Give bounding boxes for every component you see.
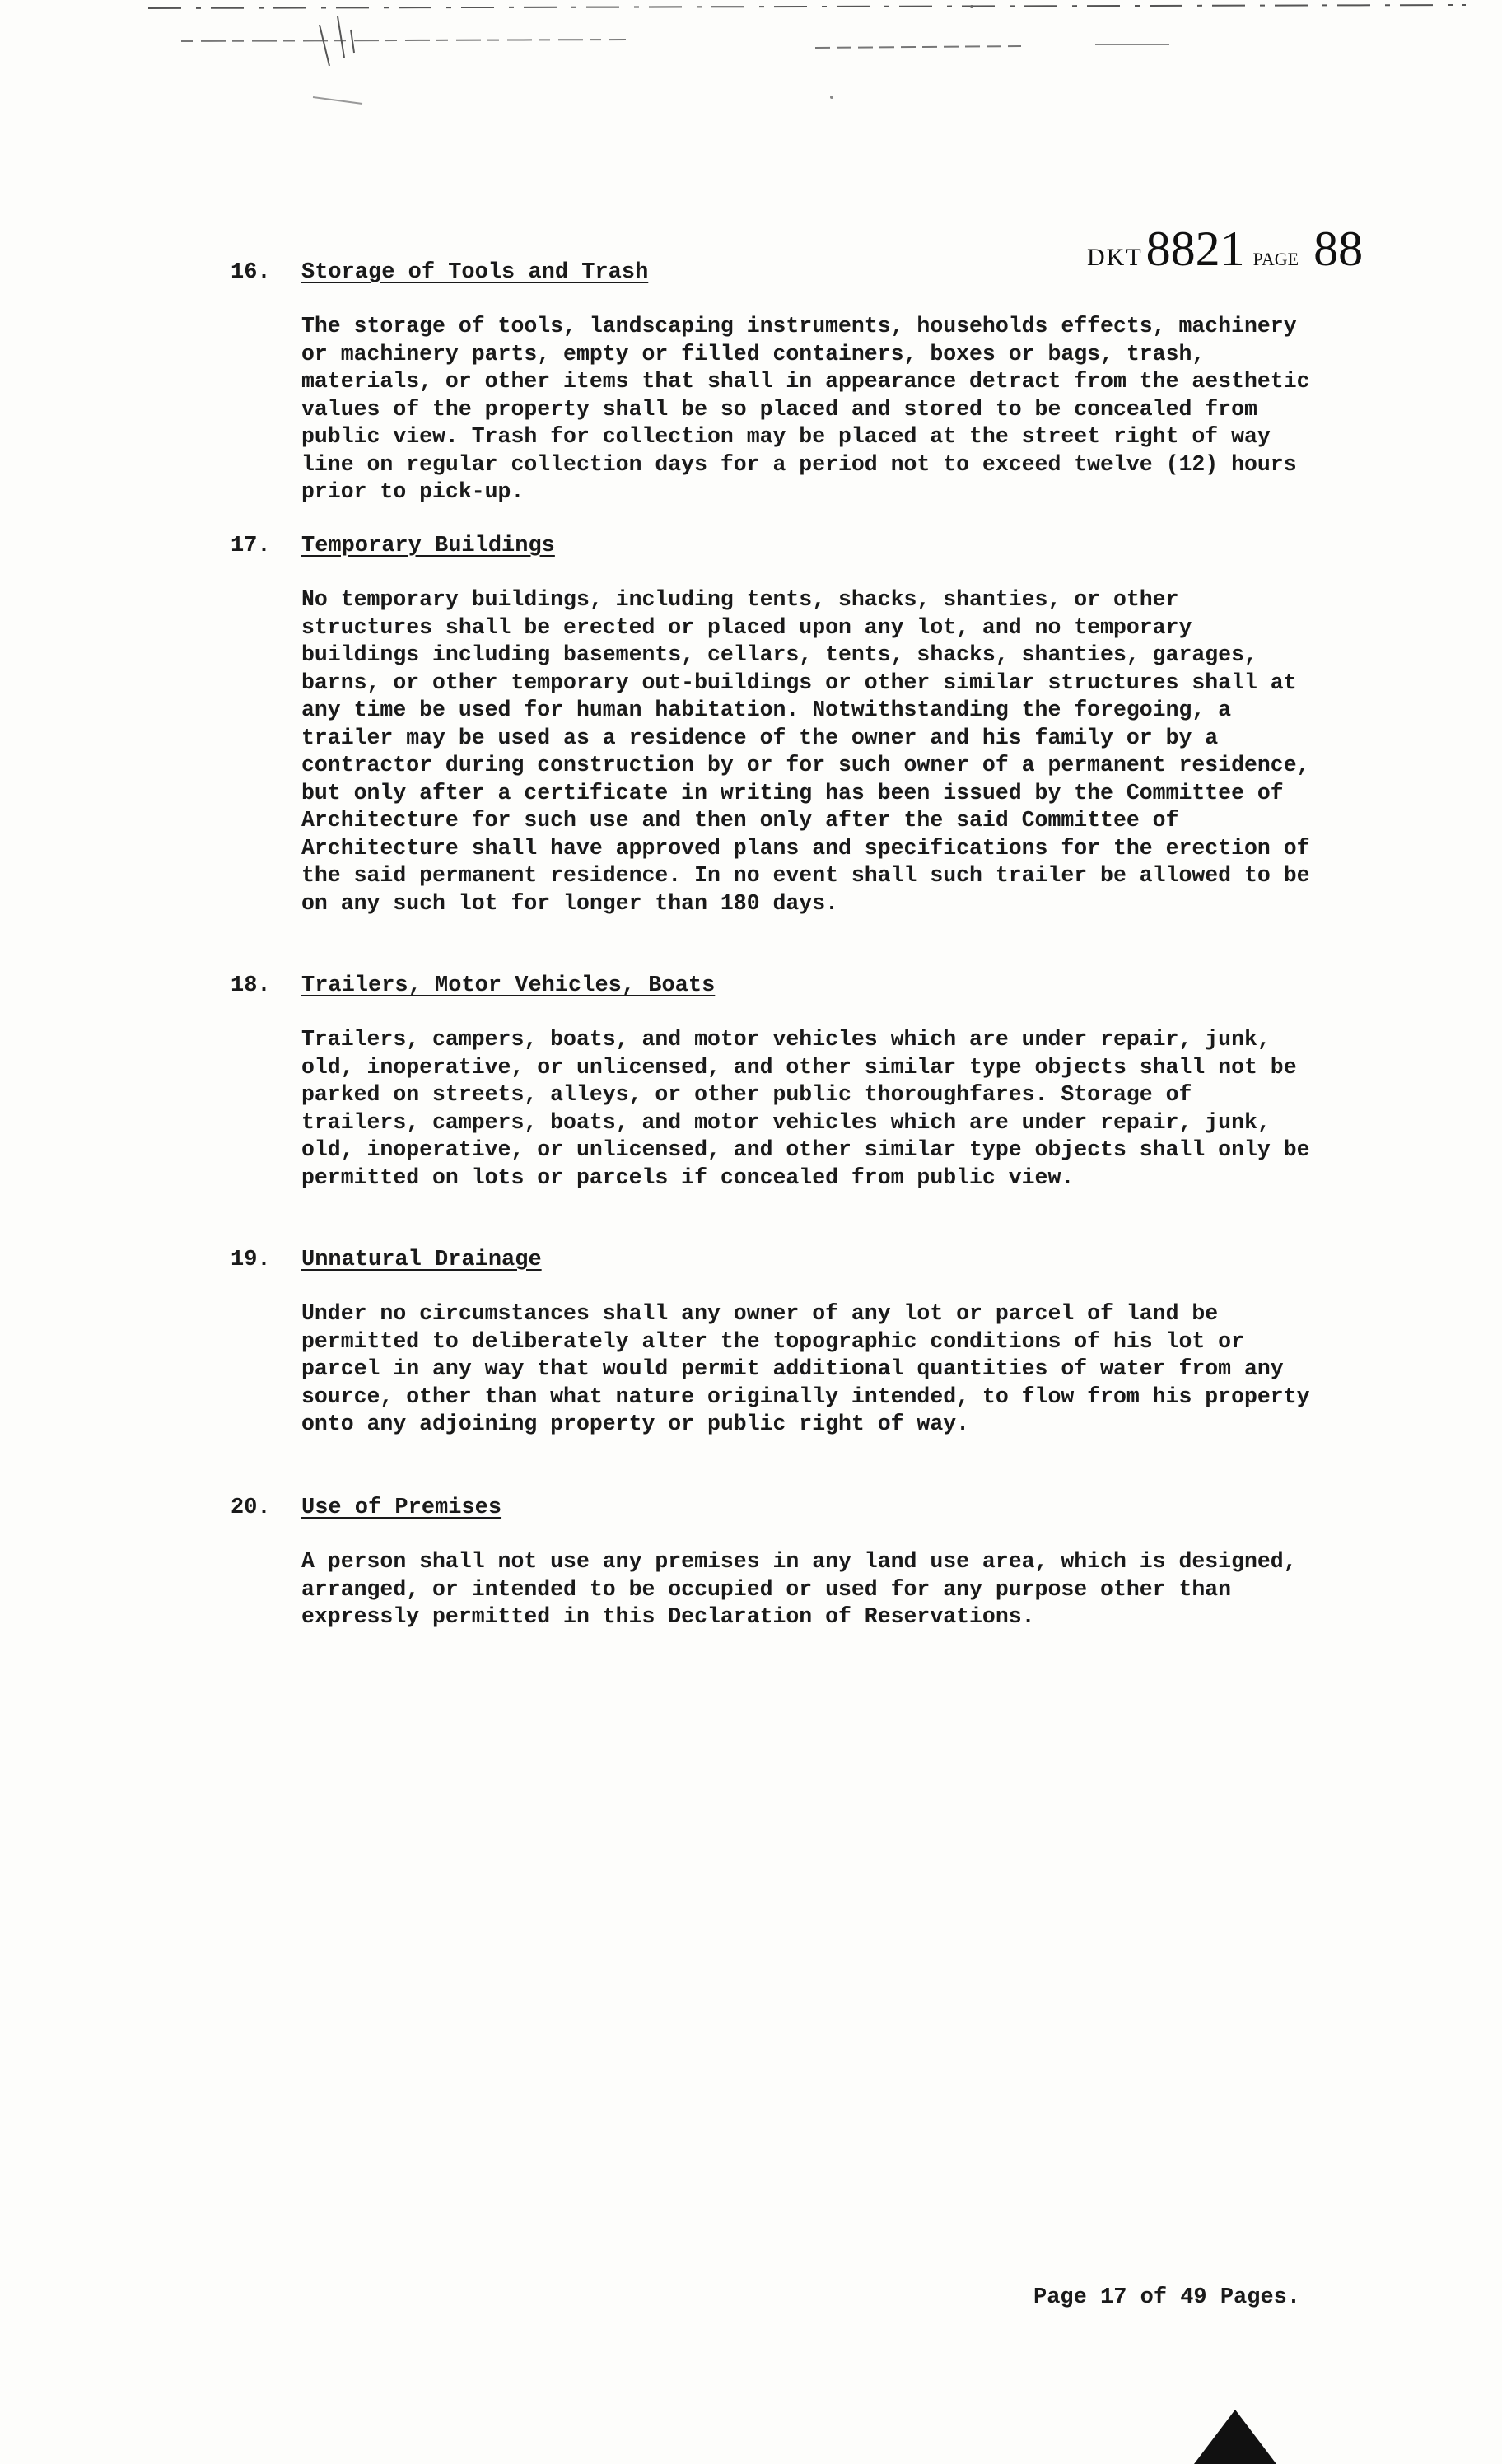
section-title: Unnatural Drainage xyxy=(301,1248,542,1272)
section-body: No temporary buildings, including tents, shacks, shanties, or other structures shall be erected or placed upon any lot, and no temporary buildings including basements, cellars, tents, shacks, shanties, garages, barns, or other temporary out-buildings or other similar structures shall at any time be used for human habitation. Notwithstanding the foregoing, a trailer may be used as a residence of the owner and his family or by a contractor during construction by or for such owner of a permanent residence, but only after a certificate in writing has been issued by the Committee of Architecture for such use and then only after the said Committee of Architecture shall have approved plans and specifications for the erection of the said permanent residence. In no event shall such trailer be allowed to be on any such lot for longer than 180 days. xyxy=(301,587,1310,916)
section-number: 16. xyxy=(231,260,271,285)
section-number: 19. xyxy=(231,1248,271,1272)
section-body: Trailers, campers, boats, and motor vehicles which are under repair, junk, old, inoperative, or unlicensed, and other similar type objects shall not be parked on streets, alleys, or other public thoroughfares. Storage of trailers, campers, boats, and motor vehicles which are under repair, junk, old, inoperative, or unlicensed, and other similar type objects shall only be permitted on lots or parcels if concealed from public view. xyxy=(301,1027,1310,1190)
scan-artifact-bottom xyxy=(1178,2405,1293,2464)
page-footer: Page 17 of 49 Pages. xyxy=(1033,2285,1301,2310)
docket-label: DKT xyxy=(1087,244,1143,271)
section-body: Under no circumstances shall any owner of any lot or parcel of land be permitted to deliberately alter the topographic conditions of his lot or parcel in any way that would permit additional quantities of water from any source, other than what nature originally intended, to flow from his property onto any adjoining property or public right of way. xyxy=(301,1301,1310,1436)
section-title: Temporary Buildings xyxy=(301,534,555,558)
section-body: A person shall not use any premises in any land use area, which is designed, arranged, or intended to be occupied or used for any purpose other than expressly permitted in this Declaration of Reservations. xyxy=(301,1549,1297,1629)
section-18 xyxy=(231,973,1326,1192)
section-19 xyxy=(231,1248,1326,1439)
section-body: The storage of tools, landscaping instruments, households effects, machinery or machinery parts, empty or filled containers, boxes or bags, trash, materials, or other items that shall in appearance detract from the aesthetic values of the property shall be so placed and stored to be concealed from public view. Trash for collection may be placed at the street right of way line on regular collection days for a period not to exceed twelve (12) hours prior to pick-up. xyxy=(301,314,1310,504)
page-label: PAGE xyxy=(1252,249,1299,269)
section-number: 17. xyxy=(231,534,271,558)
section-heading xyxy=(231,260,1326,293)
section-number: 20. xyxy=(231,1496,271,1520)
book-number: 8821 xyxy=(1145,222,1245,276)
section-heading xyxy=(231,1496,1326,1528)
section-number: 18. xyxy=(231,973,271,998)
section-20 xyxy=(231,1496,1326,1631)
section-heading xyxy=(231,1248,1326,1281)
section-heading xyxy=(231,973,1326,1006)
page-number: 88 xyxy=(1313,222,1364,276)
section-16 xyxy=(231,260,1326,506)
section-title: Storage of Tools and Trash xyxy=(301,260,649,285)
scan-artifact-top xyxy=(0,0,1502,107)
section-17 xyxy=(231,534,1326,917)
section-title: Use of Premises xyxy=(301,1496,502,1520)
section-heading xyxy=(231,534,1326,567)
section-title: Trailers, Motor Vehicles, Boats xyxy=(301,973,716,998)
